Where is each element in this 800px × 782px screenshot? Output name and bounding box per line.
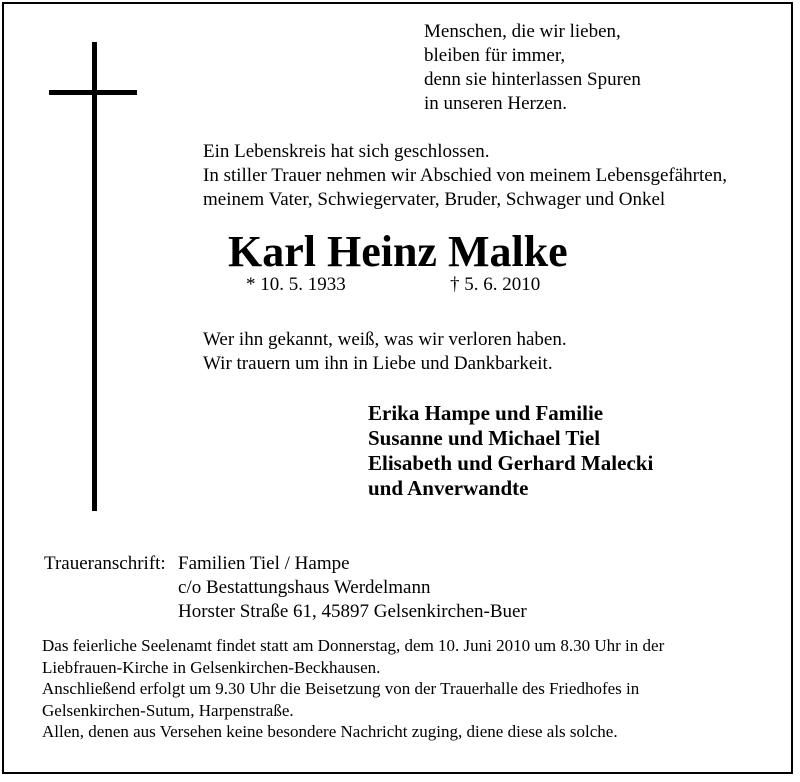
intro-text	[203, 140, 727, 212]
address-line: Horster Straße 61, 45897 Gelsenkirchen-Buer	[178, 601, 527, 622]
address-line: Familien Tiel / Hampe	[178, 553, 350, 574]
closing-line: Wer ihn gekannt, weiß, was wir verloren haben.	[203, 329, 567, 350]
intro-line: In stiller Trauer nehmen wir Abschied von meinem Lebensgefährten,	[203, 165, 727, 186]
notice-line: Gelsenkirchen-Sutum, Harpenstraße.	[42, 700, 294, 720]
service-notice	[42, 635, 664, 743]
notice-line: Liebfrauen-Kirche in Gelsenkirchen-Beckhausen.	[42, 657, 381, 677]
address-label: Traueranschrift:	[44, 553, 166, 574]
mourner-name: Susanne und Michael Tiel	[368, 426, 601, 450]
notice-line: Anschließend erfolgt um 9.30 Uhr die Beisetzung von der Trauerhalle des Friedhofes in	[42, 679, 640, 698]
mourning-address	[178, 552, 527, 624]
poem-line: bleiben für immer,	[424, 45, 566, 66]
poem-line: in unseren Herzen.	[424, 93, 567, 114]
notice-line: Allen, denen aus Versehen keine besondere Nachricht zuging, diene diese als solche.	[42, 722, 618, 741]
mourner-name: und Anverwandte	[368, 476, 529, 500]
memorial-poem	[424, 20, 641, 116]
notice-line: Das feierliche Seelenamt findet statt am Donnerstag, dem 10. Juni 2010 um 8.30 Uhr in der	[42, 636, 665, 655]
mourner-name: Erika Hampe und Familie	[368, 401, 604, 425]
closing-line: Wir trauern um ihn in Liebe und Dankbarkeit.	[203, 353, 553, 374]
mourners-list	[368, 401, 653, 501]
death-date: † 5. 6. 2010	[450, 274, 541, 295]
cross-vertical-bar	[92, 42, 97, 511]
poem-line: Menschen, die wir lieben,	[424, 21, 621, 42]
intro-line: meinem Vater, Schwiegervater, Bruder, Schwager und Onkel	[203, 189, 666, 210]
closing-text	[203, 328, 567, 376]
deceased-name: Karl Heinz Malke	[228, 227, 568, 276]
mourner-name: Elisabeth und Gerhard Malecki	[368, 451, 654, 475]
address-line: c/o Bestattungshaus Werdelmann	[178, 577, 431, 598]
intro-line: Ein Lebenskreis hat sich geschlossen.	[203, 141, 490, 162]
cross-horizontal-bar	[49, 90, 137, 95]
birth-date: * 10. 5. 1933	[246, 274, 346, 295]
poem-line: denn sie hinterlassen Spuren	[424, 69, 641, 90]
